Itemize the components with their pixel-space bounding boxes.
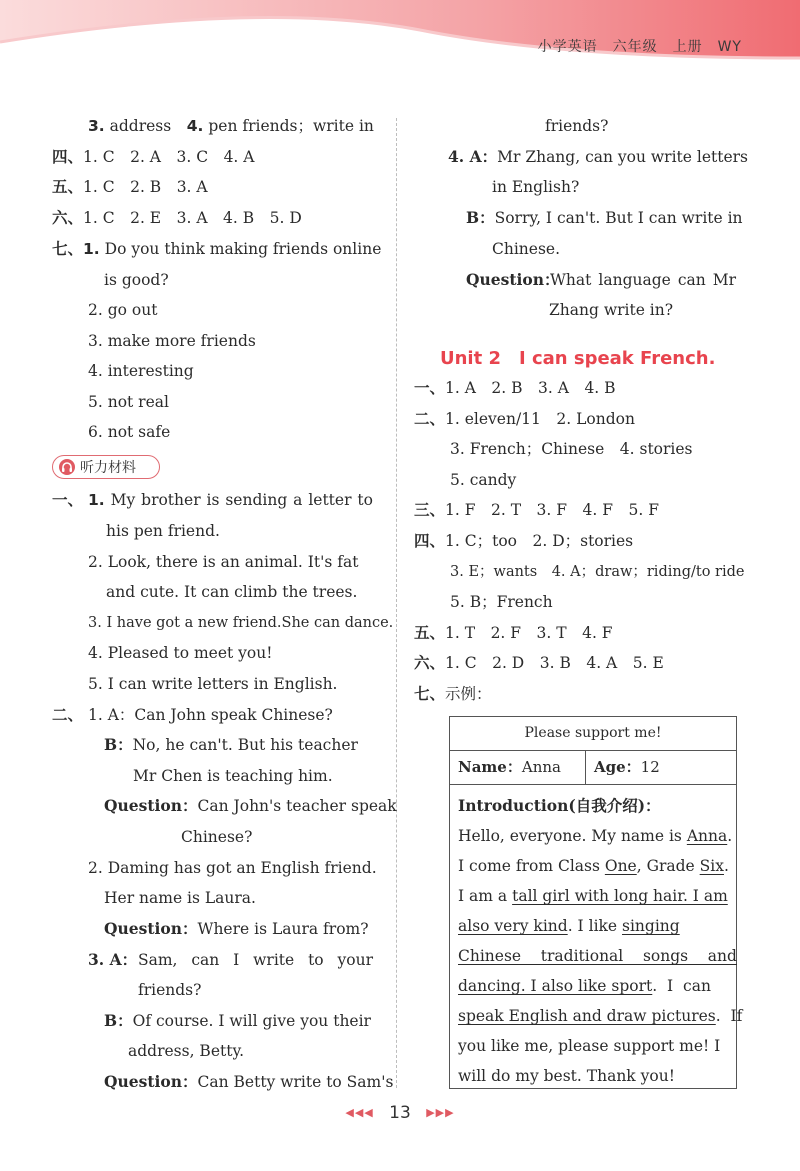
header-wave	[0, 0, 800, 70]
answer-line: 5. candy	[450, 471, 517, 489]
name-cell: Name：Anna	[450, 751, 586, 784]
answer-line: 1. My brother is sending a letter to	[88, 491, 373, 509]
answer-line: 1. A：Can John speak Chinese?	[88, 706, 333, 724]
answer-line: is good?	[104, 271, 169, 289]
header-band	[0, 0, 800, 70]
unit-section-4: 四、1. C；too 2. D；stories	[414, 532, 634, 550]
unit-section-2: 二、1. eleven/11 2. London	[414, 410, 635, 428]
unit-section-7: 七、示例：	[414, 685, 492, 703]
answer-line: address, Betty.	[128, 1042, 245, 1060]
answer-line: friends?	[545, 117, 609, 135]
answer-line: B：No, he can't. But his teacher	[104, 735, 358, 754]
answer-line: 3. E；wants 4. A；draw；riding/to ride	[450, 564, 745, 580]
card-info-row	[450, 751, 736, 785]
answer-line: 6. not safe	[88, 423, 171, 441]
answer-line: 2. Look, there is an animal. It's fat	[88, 553, 359, 571]
intro-line: will do my best. Thank you!	[458, 1067, 675, 1085]
section-7: 七、1. Do you think making friends online	[52, 240, 382, 258]
answer-line: Sam, can I write to your	[138, 951, 373, 969]
answer-line: 4. interesting	[88, 362, 194, 380]
intro-line: dancing. I also like sport. I can	[458, 977, 711, 995]
book-title: 小学英语 六年级 上册 WY	[537, 39, 742, 55]
answer-line: friends?	[138, 981, 202, 999]
answer-line: Question：Can John's teacher speak	[104, 796, 397, 815]
section-6: 六、1. C 2. E 3. A 4. B 5. D	[52, 209, 302, 227]
age-cell: Age：12	[594, 758, 660, 776]
answer-line: Her name is Laura.	[104, 889, 256, 907]
answer-line: 2. Daming has got an English friend.	[88, 859, 377, 877]
answer-line: B：Of course. I will give you their	[104, 1011, 371, 1030]
intro-line: I come from Class One, Grade Six.	[458, 857, 729, 875]
answer-line: Question：	[466, 270, 560, 289]
unit-section-5: 五、1. T 2. F 3. T 4. F	[414, 624, 613, 642]
unit-section-3: 三、1. F 2. T 3. F 4. F 5. F	[414, 501, 659, 519]
listening-section-2: 二、	[52, 706, 84, 724]
column-divider	[396, 118, 397, 1088]
headphones-icon	[59, 459, 75, 475]
intro-label: Introduction(自我介绍)：	[458, 796, 661, 815]
listening-section-1: 一、	[52, 491, 84, 509]
answer-line: B：Sorry, I can't. But I can write in	[466, 208, 743, 227]
answer-line: 3. address 4. pen friends；write in	[88, 117, 374, 135]
answer-line: 3. make more friends	[88, 332, 256, 350]
left-arrows-icon: ◀◀◀	[345, 1106, 374, 1119]
answer-line: 4. A：Mr Zhang, can you write letters	[448, 147, 748, 166]
section-5: 五、1. C 2. B 3. A	[52, 178, 208, 196]
unit-section-6: 六、1. C 2. D 3. B 4. A 5. E	[414, 654, 664, 672]
answer-line: his pen friend.	[106, 522, 220, 540]
answer-line: Mr Chen is teaching him.	[133, 767, 333, 785]
answer-line: 2. go out	[88, 301, 158, 319]
answer-line: and cute. It can climb the trees.	[106, 583, 358, 601]
right-arrows-icon: ▶▶▶	[426, 1106, 455, 1119]
intro-line: Hello, everyone. My name is Anna.	[458, 827, 733, 845]
listening-material-label: 听力材料	[52, 455, 160, 479]
answer-line: 3. French；Chinese 4. stories	[450, 440, 693, 458]
support-card	[449, 716, 743, 1089]
page-number: 13	[389, 1103, 411, 1123]
answer-line: 5. not real	[88, 393, 169, 411]
answer-line: 5. I can write letters in English.	[88, 675, 338, 693]
unit-section-1: 一、1. A 2. B 3. A 4. B	[414, 379, 616, 397]
introduction	[450, 785, 743, 1091]
answer-line: 5. B；French	[450, 593, 553, 611]
unit-title: Unit 2 I can speak French.	[440, 348, 716, 369]
intro-line: speak English and draw pictures. If	[458, 1007, 743, 1025]
answer-line: Chinese?	[181, 828, 253, 846]
answer-line: 3. A：	[88, 950, 138, 969]
page-number-bar	[0, 1103, 800, 1123]
answer-line: What language can Mr	[550, 271, 736, 289]
intro-line: I am a tall girl with long hair. I am	[458, 887, 728, 905]
answer-line: 3. I have got a new friend.She can dance.	[88, 615, 394, 631]
card-title: Please support me!	[450, 717, 736, 751]
section-4: 四、1. C 2. A 3. C 4. A	[52, 148, 255, 166]
answer-line: 4. Pleased to meet you!	[88, 644, 273, 662]
answer-line: in English?	[492, 178, 580, 196]
answer-line: Zhang write in?	[549, 301, 674, 319]
answer-line: Question：Can Betty write to Sam's	[104, 1072, 394, 1091]
intro-line: Chinese traditional songs and	[458, 947, 737, 965]
intro-line: you like me, please support me! I	[458, 1037, 721, 1055]
intro-line: also very kind. I like singing	[458, 917, 680, 935]
answer-line: Question：Where is Laura from?	[104, 919, 369, 938]
answer-line: Chinese.	[492, 240, 561, 258]
